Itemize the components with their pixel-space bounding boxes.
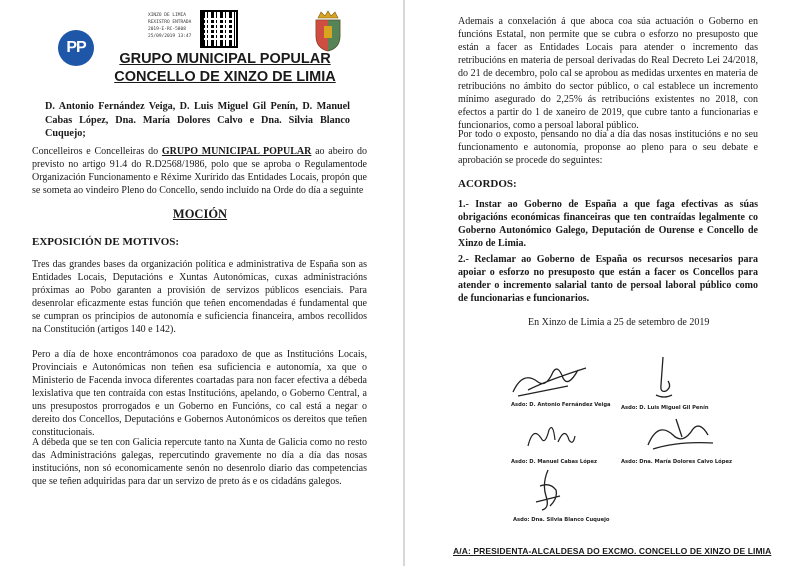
- motives-paragraph-1: Tres das grandes bases da organización política e administrativa de España son as Entidades Locais, Deputacións e Xuntas Autonómicas, cuxas administracións próximas ao Pobo garanten a provisión de servizos públicos esenciais. Para desenrolar eficazmente estas función que teñen encomendadas é fundamental que se cumpran os principios de autonomía e suficiencia financeira, ambos recollidos na Constitución (artigos 140 e 142).: [32, 259, 367, 335]
- signature-caption: Asdo: Dna. Silvia Blanco Cuquejo: [513, 517, 610, 523]
- addressee-footer: A/A: PRESIDENTA-ALCALDESA DO EXCMO. CONCELLO DE XINZO DE LIMIA: [453, 546, 772, 556]
- signature-caption: Asdo: D. Antonio Fernández Veiga: [511, 402, 611, 408]
- intro-text-pre: Concelleiros e Concelleiras do: [32, 146, 162, 157]
- registry-stamp: [148, 12, 200, 40]
- acordos-heading: ACORDOS:: [458, 178, 517, 190]
- council-header-title: CONCELLO DE XINZO DE LIMIA: [114, 69, 336, 85]
- signature-4-icon: [638, 415, 718, 455]
- right-paragraph-2: Por todo o exposto, pensando no día a día das nosas institucións e no seu funcionamento e autonomía, proponse ao pleno para o seu debate e aprobación se procede do seguintes:: [458, 129, 758, 166]
- signature-caption: Asdo: D. Manuel Cabas López: [511, 459, 598, 465]
- exposicion-heading: EXPOSICIÓN DE MOTIVOS:: [32, 236, 180, 248]
- pp-logo: [58, 30, 94, 66]
- signature-5-icon: [528, 466, 568, 514]
- acordo-1: 1.- Instar ao Goberno de España a que faga efectivas as súas obrigacións económicas financeiras que ten contraídas legalmente co Goberno Autonómico Galego, Deputación de Ourense e Concello de Xinzo de Limia.: [458, 199, 758, 249]
- pp-logo-text: PP: [66, 39, 86, 56]
- stamp-line: XINZO DE LIMIA: [148, 13, 186, 18]
- intro-paragraph: [32, 145, 367, 197]
- signature-3-icon: [523, 420, 578, 452]
- signature-caption: Asdo: Dna. María Dolores Calvo López: [621, 459, 732, 465]
- stamp-line: 25/09/2019 13:47: [148, 34, 192, 39]
- stamp-line: 2019-E-RC-5808: [148, 27, 186, 32]
- motives-paragraph-2: Pero a día de hoxe encontrámonos coa paradoxo de que as Institucións Locais, Provinciais e Autonómicas non teñen esa suficiencia e autonomía, xa que o Ministerio de Facenda invoca diferentes coartadas para non facer efectiva a débeda lexislativa que ten contraída con estas Institucións, apelando, o Goberno Central, a uns presupostos prorrogados e un Goberno en Funcións, co cal está a negar o dereito dos Concellos, Deputacións e Gobernos Autonómicos os dereitos que teñen constitucionais.: [32, 349, 367, 438]
- intro-text-post: ao abeiro do previsto no artigo 91.4 do R.D2568/1986, polo que se aproba o Regulamentode Organización Funcionamento e Réxime Xurírido das Entidades Locais, propón que se someta ao vindeiro Pleno do Concello, sendo incluído na Orde do día a seguinte: [32, 146, 368, 196]
- right-paragraph-1: Ademais a conxelación á que aboca coa súa actuación o Goberno en funcións Estatal, non permite que se cubra o esforzo no presuposto que están a facer as Entidades Locais para atender o incremento das retribucións en materia de persoal derivadas do Real Decreto Lei 24/2018, do 21 de decembro, polo cal se aprobou as medidas urxentes en materia de retribucións no ámbito do sector público, o cal establece un incremento mínimo asegurado do 2,25% ás retribucións existentes no 2018, con efectos a partir do 1 de xaneiro de 2019, que cubre tanto a funcionarias e funcionarios, como a persoal laboral público.: [458, 16, 758, 131]
- stamp-line: REXISTRO ENTRADA: [148, 20, 192, 25]
- motives-paragraph-3: A débeda que se ten con Galicia repercute tanto na Xunta de Galicia como no resto das Administracións galegas, repercutindo gravemente no día a día das nosas institucións, non só economicamente senón no desenrolo diario das competencias que se teñen adquiridas para dar un servizo de preto ás e os cidadáns galegos.: [32, 437, 367, 487]
- signature-caption: Asdo: D. Luis Miguel Gil Penín: [621, 405, 709, 411]
- acordo-2: 2.- Reclamar ao Goberno de España os recursos necesarios para apoiar o esforzo no presuposto que están a facer os Concellos para atender o incremento salarial tanto de persoal laboral público como de funcionarias e funcionarios.: [458, 254, 758, 304]
- signature-2-icon: [648, 355, 678, 403]
- signature-1-icon: [508, 360, 593, 400]
- group-header-title: GRUPO MUNICIPAL POPULAR: [119, 51, 331, 67]
- place-date: En Xinzo de Limia a 25 de setembro de 2019: [528, 317, 710, 328]
- municipal-crest-icon: [313, 10, 343, 52]
- right-page: [408, 0, 800, 566]
- mocion-heading: MOCIÓN: [172, 207, 228, 221]
- page-divider: [403, 0, 405, 566]
- qr-code-icon: [200, 10, 238, 48]
- intro-group-name: GRUPO MUNICIPAL POPULAR: [161, 146, 312, 157]
- councillor-names: D. Antonio Fernández Veiga, D. Luis Miguel Gil Penín, D. Manuel Cabas López, Dna. María Dolores Calvo e Dna. Silvia Blanco Cuquejo;: [45, 101, 350, 139]
